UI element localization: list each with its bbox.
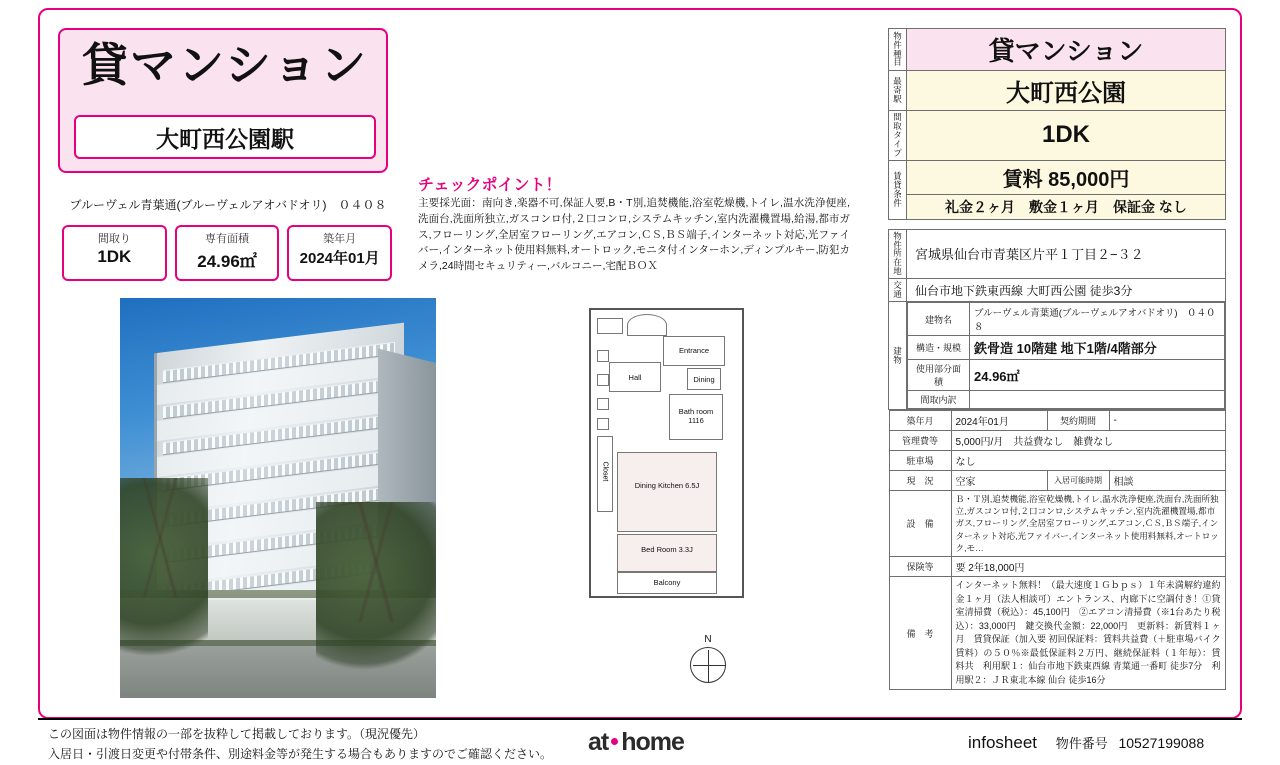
athome-dot-icon (611, 738, 618, 745)
building-structure-label: 構造・規模 (908, 336, 970, 360)
footer-disclaimer (48, 724, 552, 765)
spec-area-label: 専有面積 (205, 233, 249, 245)
footer-disclaimer-line1: この図面は物件情報の一部を抜粋して掲載しております。（現況優先） (48, 727, 426, 741)
compass-rose-icon (690, 647, 726, 683)
plan-dk-label: Dining Kitchen 6.5J (634, 481, 700, 490)
table-gap (889, 219, 1226, 229)
detail-remarks-value: インターネット無料！（最大速度１Ｇｂｐｓ）１年未満解約違約金１ヶ月（法人相談可）エントランス、内廊下に空調付き！①貸室清掃費（税込）：45,100円 ②エアコン清掃費（※1台あたり税込）：33,000円 鍵交換代金額：22,000円 更新料：新賃料１ヶ月 賃貸保証（加入要 初回保証料：賃料共益費（＋駐車場バイク賃料）の５０％※最低保証料２万円、継続保証料（１年毎）：賃料共 利用駅１：仙台市地下鉄東西線 青葉通一番町 徒歩7分 利用駅２：ＪＲ東北本線 仙台 徒歩16分 (951, 577, 1225, 690)
plan-switch-4 (597, 418, 609, 430)
plan-meter-box (597, 318, 623, 334)
building-layout-detail-label: 間取内訳 (908, 391, 970, 409)
plan-switch-3 (597, 398, 609, 410)
info-traffic-value: 仙台市地下鉄東西線 大町西公園 徒歩3分 (907, 279, 1226, 302)
info-layout-label: 間取タイプ (889, 111, 907, 161)
footer-disclaimer-line2: 入居日・引渡日変更や付帯条件、別途料金等が発生する場合もありますのでご確認ください。 (48, 747, 553, 762)
building-structure-value: 鉄骨造 10階建 地下1階/4階部分 (970, 336, 1225, 360)
detail-equip-value: Ｂ・Ｔ別,追焚機能,浴室乾燥機,トイレ,温水洗浄便座,洗面台,洗面所独立,ガスコンロ付,２口コンロ,システムキッチン,室内洗濯機置場,都市ガス,フローリング,全居室フローリング,エアコン,ＣＳ,ＢＳ端子,インターネット対応,光ファイバー,インターネット使用料無料,オートロック,モ… (951, 491, 1225, 557)
info-layout-value: 1DK (907, 111, 1226, 161)
detail-insurance-label: 保険等 (889, 557, 951, 577)
spec-area (175, 225, 280, 281)
footer-divider (38, 718, 1242, 720)
infosheet-label: infosheet (968, 733, 1037, 752)
plan-dining-nook (687, 368, 721, 390)
info-station-value: 大町西公園 (907, 71, 1226, 111)
spec-area-value: 24.96㎡ (197, 252, 257, 271)
building-name-label: 建物名 (908, 303, 970, 336)
detail-parking-label: 駐車場 (889, 451, 951, 471)
plan-dining-kitchen (617, 452, 717, 532)
detail-built-value: 2024年01月 (951, 411, 1047, 431)
info-kind-label: 物件種目 (889, 29, 907, 71)
building-area-label: 使用部分面積 (908, 360, 970, 391)
plan-entrance (663, 336, 725, 366)
info-table (888, 28, 1226, 690)
plan-bath-label: Bath room 1116 (678, 407, 714, 426)
exterior-photo (120, 298, 436, 698)
page-title: 貸マンション (82, 39, 368, 91)
spec-layout (62, 225, 167, 281)
info-building-cell (907, 302, 1226, 410)
athome-logo (588, 728, 684, 757)
info-address-value: 宮城県仙台市青葉区片平１丁目２−３２ (907, 229, 1226, 279)
info-traffic-label: 交通 (889, 279, 907, 302)
plan-bedroom (617, 534, 717, 572)
plan-bedroom-label: Bed Room 3.3J (641, 545, 693, 554)
plan-bathroom (669, 394, 723, 440)
building-area-value: 24.96㎡ (970, 360, 1225, 391)
athome-logo-left: at (588, 728, 609, 756)
building-name-value: ブルーヴェル青葉通(ブルーヴェルアオバドオリ) ０４０８ (970, 303, 1225, 336)
detail-mgmt-label: 管理費等 (889, 431, 951, 451)
detail-insurance-value: 要 2年18,000円 (951, 557, 1225, 577)
plan-hall (609, 362, 661, 392)
plan-entrance-label: Entrance (678, 346, 710, 355)
athome-logo-right: home (621, 728, 684, 756)
info-rent-value: 賃料 85,000円 (907, 160, 1226, 194)
spec-built-label: 築年月 (323, 233, 357, 245)
plan-closet (597, 436, 613, 512)
info-terms-value: 礼金２ヶ月 敷金１ヶ月 保証金 なし (907, 194, 1226, 219)
checkpoint-body: 主要採光面：南向き,楽器不可,保証人要,B・T別,追焚機能,浴室乾燥機,トイレ,温水洗浄便座,洗面台,洗面所独立,ガスコンロ付,２口コンロ,システムキッチン,室内洗濯機置場,給湯,都市ガス,フローリング,全居室フローリング,エアコン,ＣＳ,ＢＳ端子,インターネット対応,光ファイバー,インターネット使用料無料,オートロック,モニタ付インターホン,ディンプルキー,防犯カメラ,24時間セキュリティー,バルコニー,宅配ＢＯＸ (418, 197, 850, 272)
info-detail-cell (889, 410, 1226, 691)
floor-plan (589, 308, 744, 598)
photo-tree-left (120, 478, 208, 668)
station-title: 大町西公園駅 (74, 115, 376, 159)
plan-switch-2 (597, 374, 609, 386)
plan-dining-label: Dining (693, 375, 715, 384)
detail-subtable (889, 410, 1226, 690)
info-building-label: 建物 (889, 302, 907, 410)
detail-status-value: 空家 (951, 471, 1047, 491)
info-kind-value: 貸マンション (907, 29, 1226, 71)
plan-balcony (617, 572, 717, 594)
info-rent-label: 賃貸条件 (889, 160, 907, 219)
spec-layout-value: 1DK (97, 247, 132, 266)
detail-contract-label: 契約期間 (1047, 411, 1109, 431)
plan-switch-1 (597, 350, 609, 362)
detail-movein-label: 入居可能時期 (1047, 471, 1109, 491)
detail-built-label: 築年月 (889, 411, 951, 431)
spec-row (62, 225, 392, 281)
detail-movein-value: 相談 (1109, 471, 1225, 491)
building-subtable (907, 302, 1225, 409)
info-station-label: 最寄駅 (889, 71, 907, 111)
spec-layout-label: 間取り (97, 233, 131, 245)
detail-parking-value: なし (951, 451, 1225, 471)
property-no-value: 10527199088 (1118, 735, 1205, 751)
plan-hall-label: Hall (628, 373, 642, 382)
infosheet-block (968, 733, 1204, 753)
detail-contract-value: - (1109, 411, 1225, 431)
info-address-label: 物件所在地 (889, 229, 907, 279)
building-name: ブルーヴェル青葉通(ブルーヴェルアオバドオリ) ０４０８ (69, 198, 387, 212)
plan-balcony-label: Balcony (653, 578, 681, 587)
checkpoint-title: チェックポイント！ (418, 177, 562, 194)
detail-mgmt-value: 5,000円/月 共益費なし 雑費なし (951, 431, 1225, 451)
detail-status-label: 現 況 (889, 471, 951, 491)
property-no-label: 物件番号 (1055, 736, 1108, 751)
plan-closet-label: Closet (601, 461, 609, 482)
title-panel (58, 28, 388, 173)
spec-built-value: 2024年01月 (299, 250, 380, 267)
detail-equip-label: 設 備 (889, 491, 951, 557)
compass-north-label: N (704, 634, 712, 645)
photo-tree-right (316, 502, 436, 672)
building-layout-detail-value (970, 391, 1225, 409)
plan-kitchen-sink (627, 314, 667, 336)
detail-remarks-label: 備 考 (889, 577, 951, 690)
spec-built (287, 225, 392, 281)
compass (686, 634, 730, 690)
